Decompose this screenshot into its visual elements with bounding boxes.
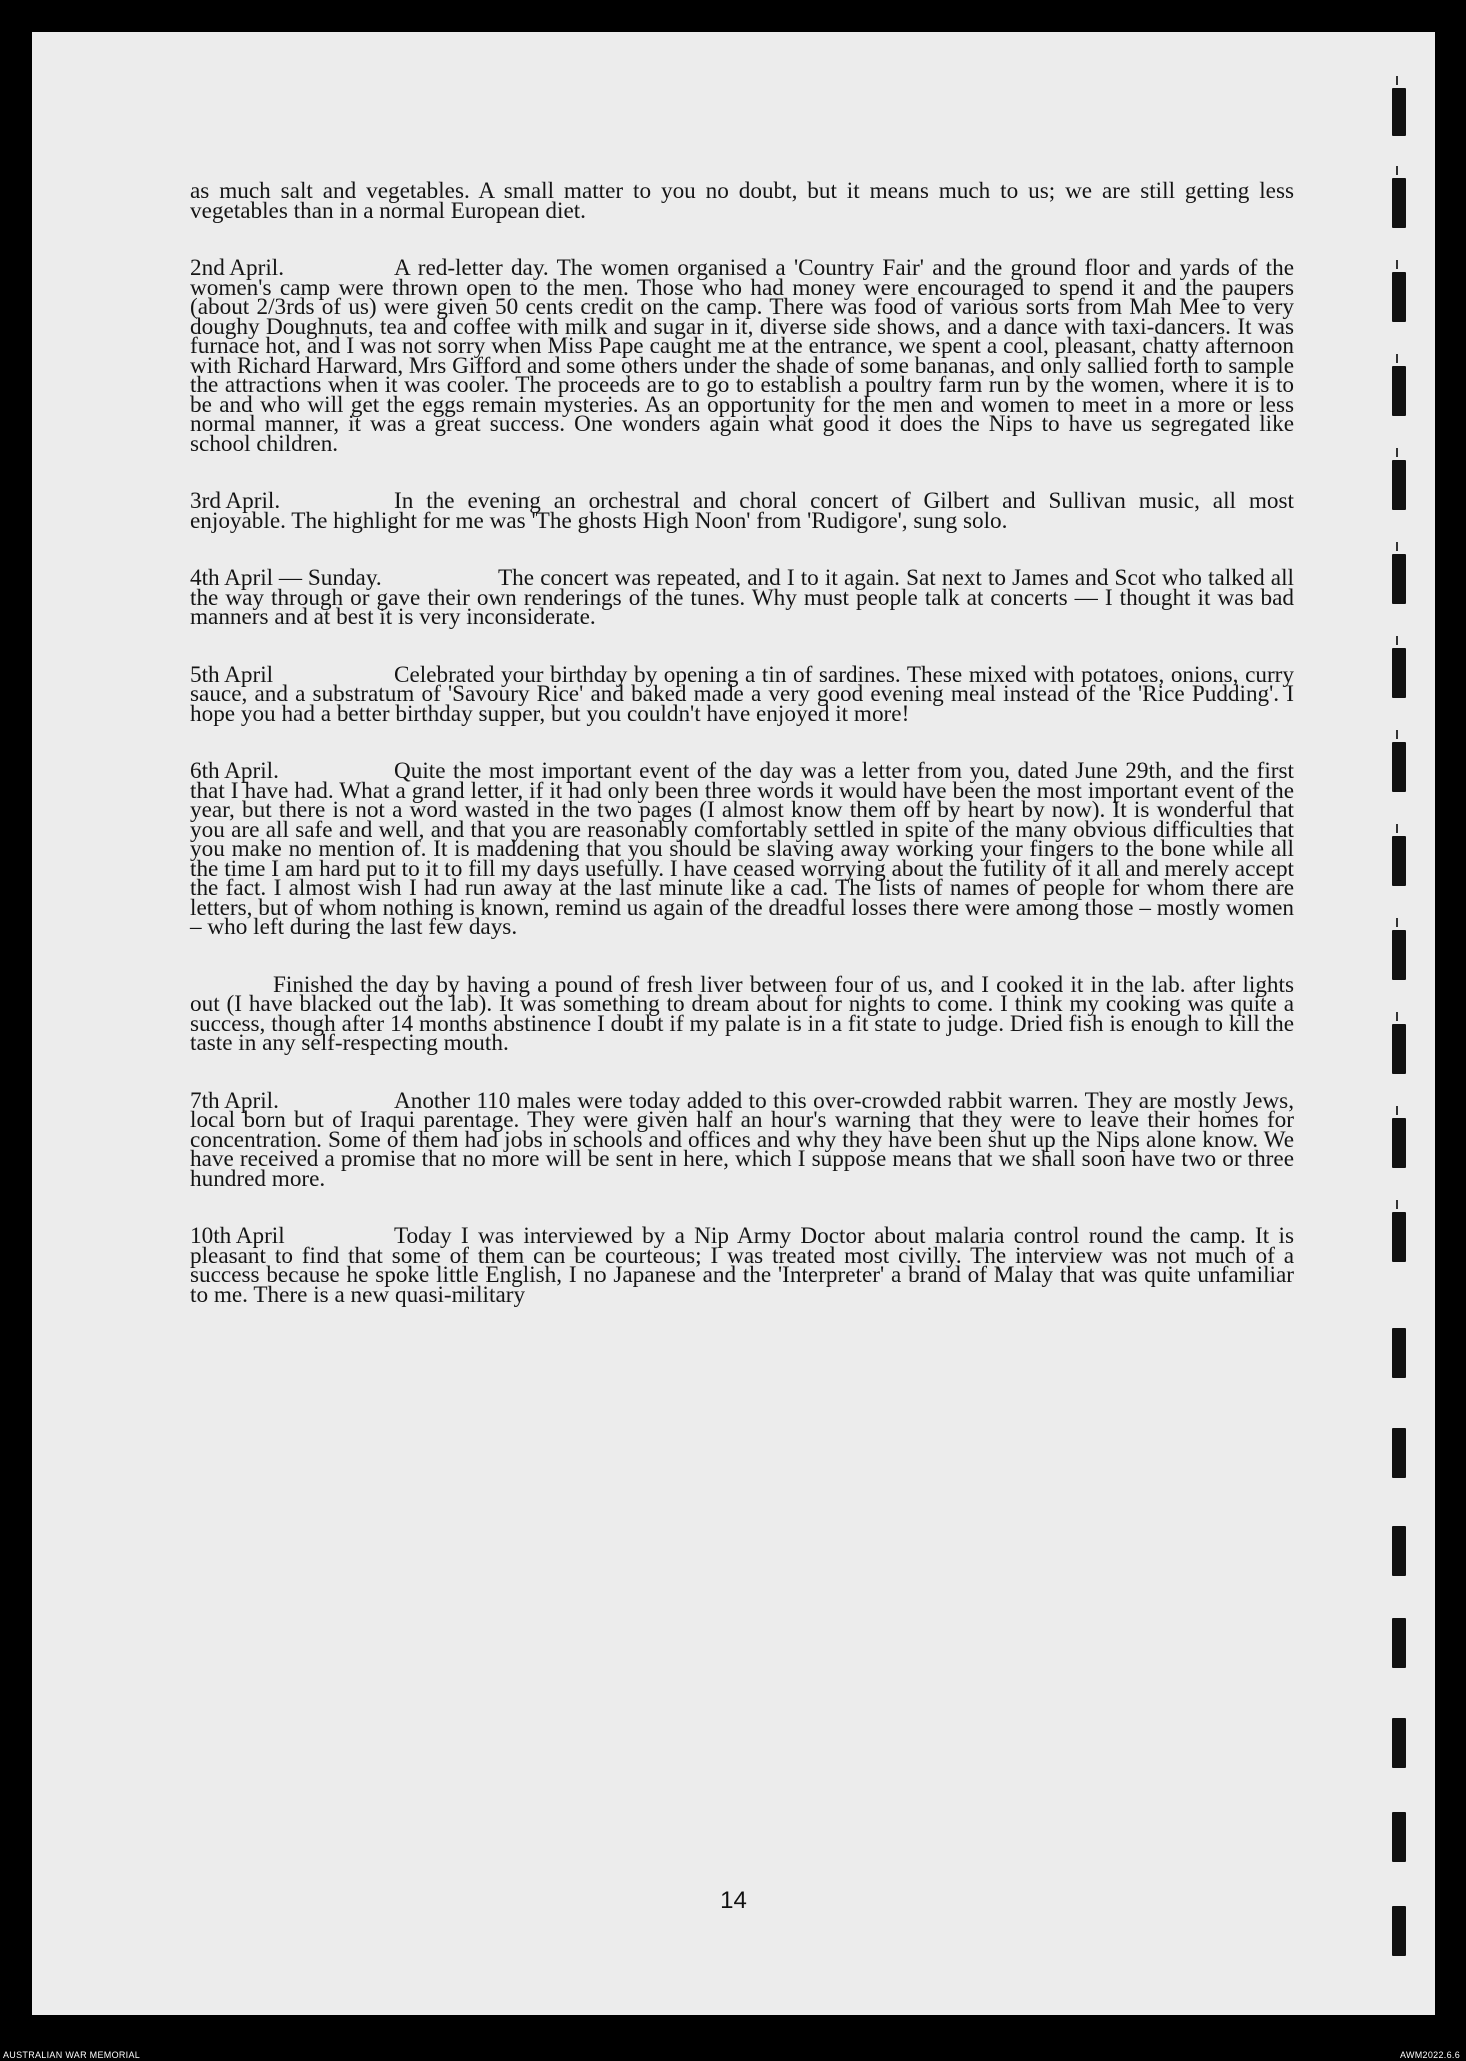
diary-entry [190, 758, 1294, 940]
diary-entry [190, 1223, 1294, 1308]
binding-hook [1396, 260, 1398, 269]
binding-hook [1396, 636, 1398, 645]
entry-date: 3rd April. [190, 488, 281, 514]
binding-hole [1392, 1118, 1406, 1168]
archive-reference: AWM2022.6.6 [1400, 2050, 1460, 2060]
binding-hole [1392, 1718, 1406, 1768]
document-body [190, 178, 1294, 1343]
binding-hole [1392, 930, 1406, 980]
binding-hole [1392, 1328, 1406, 1378]
binding-hook [1396, 448, 1398, 457]
binding-hole [1392, 1428, 1406, 1478]
binding-hook [1396, 1012, 1398, 1021]
entry-date: 10th April [190, 1223, 285, 1249]
diary-entry [190, 565, 1294, 630]
binding-hole [1392, 178, 1406, 228]
entry-text: In the evening an orchestral and choral concert of Gilbert and Sullivan music, all most enjoyable. The highlight for me was 'The ghosts High Noon' from 'Rudigore', sung solo. [190, 488, 1294, 534]
binding-hook [1396, 76, 1398, 85]
diary-entry [190, 1087, 1294, 1192]
entry-date: 7th April. [190, 1087, 279, 1114]
archive-credit: AUSTRALIAN WAR MEMORIAL [3, 2050, 141, 2060]
binding-hole [1392, 1906, 1406, 1956]
binding-hole [1392, 742, 1406, 792]
binding-hook [1396, 542, 1398, 551]
binding-hole [1392, 1526, 1406, 1576]
entry-text: Another 110 males were today added to this over-crowded rabbit warren. They are mostly Jews, local born but of Iraqui parentage. They were given half an hour's warning that they were to leave their homes for concentration. Some of them had jobs in schools and offices and why they have been shut up the Nips alone know. We have received a promise that no more will be sent in here, which I suppose means that we shall soon have two or three hundred more. [190, 1087, 1294, 1192]
binding-hole [1392, 460, 1406, 510]
binding-hole [1392, 1618, 1406, 1668]
opening-paragraph: as much salt and vegetables. A small matter to you no doubt, but it means much to us; we are still getting less vegetables than in a normal European diet. [190, 178, 1294, 224]
binding-hole [1392, 1212, 1406, 1262]
entry-date: 4th April — Sunday. [190, 565, 382, 591]
entry-text: Finished the day by having a pound of fresh liver between four of us, and I cooked it in the lab. after lights out (I have blacked out the lab). It was something to dream about for nights to come. I think my cooking was quite a success, though after 14 months abstinence I doubt if my palate is in a fit state to judge. Dried fish is enough to kill the taste in any self-respecting mouth. [190, 971, 1294, 1056]
binding-hole [1392, 836, 1406, 886]
entry-text: Quite the most important event of the day was a letter from you, dated June 29th, and the first that I have had. What a grand letter, if it had only been three words it would have been the most important event of the year, but there is not a word wasted in the two pages (I almost know them off by heart by now). It is wonderful that you are all safe and well, and that you are reasonably comfortably settled in spite of the many obvious difficulties that you make no mention of. It is maddening that you should be slaving away working your fingers to the bone while all the time I am hard put to it to fill my days usefully. I have ceased worrying about the futility of it all and merely accept the fact. I almost wish I had run away at the last minute like a cad. The lists of names of people for whom there are letters, but of whom nothing is known, remind us again of the dreadful losses there were among those – mostly women – who left during the last few days. [190, 758, 1294, 940]
entry-date: 2nd April. [190, 255, 285, 281]
entry-text: The concert was repeated, and I to it again. Sat next to James and Scot who talked all the way through or gave their own renderings of the tunes. Why must people talk at concerts — I thought it was bad manners and at best it is very inconsiderate. [190, 565, 1294, 630]
binding-hole [1392, 88, 1406, 136]
binding-hole [1392, 1024, 1406, 1074]
binding-hole [1392, 272, 1406, 322]
binding-hook [1396, 730, 1398, 739]
binding-hook [1396, 354, 1398, 363]
binding-hole [1392, 366, 1406, 416]
entry-date: 6th April. [190, 758, 279, 784]
diary-entry [190, 488, 1294, 534]
binding-hook [1396, 918, 1398, 927]
page-number: 14 [720, 1887, 747, 1914]
binding-hole [1392, 1812, 1406, 1862]
entry-text: A red-letter day. The women organised a 'Country Fair' and the ground floor and yards of the women's camp were thrown open to the men. Those who had money were encouraged to spend it and the paupers (about 2/3rds of us) were given 50 cents credit on the camp. There was food of various sorts from Mah Mee to very doughy Doughnuts, tea and coffee with milk and sugar in it, diverse side shows, and a dance with taxi-dancers. It was furnace hot, and I was not sorry when Miss Pape caught me at the entrance, we spent a cool, pleasant, chatty afternoon with Richard Harward, Mrs Gifford and some others under the shade of some bananas, and only sallied forth to sample the attractions when it was cooler. The proceeds are to go to establish a poultry farm run by the women, where it is to be and who will get the eggs remain mysteries. As an opportunity for the men and women to meet in a more or less normal manner, it was a great success. One wonders again what good it does the Nips to have us segregated like school children. [190, 255, 1294, 457]
binding-hook [1396, 166, 1398, 175]
entry-text: Celebrated your birthday by opening a tin of sardines. These mixed with potatoes, onions, curry sauce, and a substratum of 'Savoury Rice' and baked made a very good evening meal instead of the 'Rice Pudding'. I hope you had a better birthday supper, but you couldn't have enjoyed it more! [190, 661, 1294, 727]
entry-date: 5th April [190, 661, 274, 688]
binding-hook [1396, 1106, 1398, 1115]
entry-text: Today I was interviewed by a Nip Army Doctor about malaria control round the camp. It is pleasant to find that some of them can be courteous; I was treated most civilly. The interview was not much of a success because he spoke little English, I no Japanese and the 'Interpreter' a brand of Malay that was quite unfamiliar to me. There is a new quasi-military [190, 1223, 1294, 1308]
document-page [32, 32, 1435, 2015]
diary-entry [190, 661, 1294, 727]
binding-hook [1396, 1200, 1398, 1209]
diary-entry [190, 255, 1294, 457]
binding-hole [1392, 554, 1406, 604]
diary-entry [190, 971, 1294, 1056]
binding-hook [1396, 824, 1398, 833]
binding-hole [1392, 648, 1406, 698]
